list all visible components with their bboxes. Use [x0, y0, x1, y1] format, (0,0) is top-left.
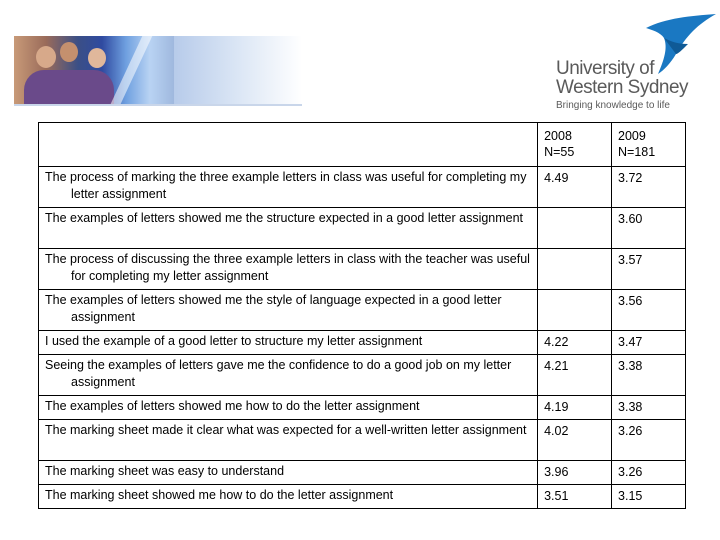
statement-cell — [39, 208, 538, 249]
value-2008-cell: 4.19 — [538, 396, 612, 420]
value-2009-cell: 3.57 — [612, 249, 686, 290]
banner-person — [88, 48, 106, 68]
logo-tagline: Bringing knowledge to life — [556, 100, 670, 111]
value-2008-cell — [538, 249, 612, 290]
header-divider — [14, 104, 302, 106]
logo-name-line2: Western Sydney — [556, 77, 689, 98]
statement-text: Seeing the examples of letters gave me the confidence to do a good job on my letter assignment — [45, 358, 512, 389]
statement-text: The examples of letters showed me how to do the letter assignment — [45, 399, 420, 413]
table-row — [39, 331, 686, 355]
statement-cell — [39, 167, 538, 208]
logo-name-line1: University of — [556, 58, 655, 79]
value-2008-cell: 3.51 — [538, 485, 612, 509]
value-2009-cell: 3.72 — [612, 167, 686, 208]
value-2009-cell: 3.15 — [612, 485, 686, 509]
value-2009-cell: 3.26 — [612, 420, 686, 461]
statement-text: The examples of letters showed me the structure expected in a good letter assignment — [45, 211, 524, 225]
header-2009-year: 2009 — [618, 129, 646, 143]
value-2009-cell: 3.38 — [612, 355, 686, 396]
statement-cell — [39, 485, 538, 509]
value-2008-cell: 4.22 — [538, 331, 612, 355]
value-2009-cell: 3.60 — [612, 208, 686, 249]
table-row — [39, 420, 686, 461]
statement-text: The process of marking the three example letters in class was useful for completing my letter assignment — [45, 170, 527, 201]
header-2008-year: 2008 — [544, 129, 572, 143]
value-2008-cell: 4.21 — [538, 355, 612, 396]
value-2009-cell: 3.26 — [612, 461, 686, 485]
value-2008-cell: 3.96 — [538, 461, 612, 485]
value-2009-cell: 3.47 — [612, 331, 686, 355]
statement-text: The examples of letters showed me the style of language expected in a good letter assignment — [45, 293, 502, 324]
statement-text: The marking sheet was easy to understand — [45, 464, 285, 478]
table-row — [39, 355, 686, 396]
statement-text: I used the example of a good letter to structure my letter assignment — [45, 334, 423, 348]
table-row — [39, 396, 686, 420]
table-row — [39, 290, 686, 331]
table-row — [39, 249, 686, 290]
value-2009-cell: 3.56 — [612, 290, 686, 331]
value-2008-cell — [538, 208, 612, 249]
statement-text: The marking sheet showed me how to do the letter assignment — [45, 488, 394, 502]
table-row — [39, 167, 686, 208]
survey-results-table — [38, 122, 686, 509]
header-2008-n: N=55 — [544, 145, 575, 159]
value-2008-cell: 4.49 — [538, 167, 612, 208]
university-logo — [556, 14, 720, 114]
statement-cell — [39, 396, 538, 420]
header-2009-n: N=181 — [618, 145, 656, 159]
value-2009-cell: 3.38 — [612, 396, 686, 420]
table-row — [39, 208, 686, 249]
header-2009-cell — [612, 123, 686, 167]
table-header-row — [39, 123, 686, 167]
value-2008-cell: 4.02 — [538, 420, 612, 461]
banner-light-streak — [110, 36, 153, 104]
header-banner-fade — [174, 36, 302, 104]
header-statement-cell — [39, 123, 538, 167]
statement-text: The process of discussing the three example letters in class with the teacher was useful for completing my letter assignment — [45, 252, 530, 283]
header-banner-photo — [14, 36, 174, 104]
header-2008-cell — [538, 123, 612, 167]
statement-text: The marking sheet made it clear what was expected for a well-written letter assignment — [45, 423, 527, 437]
banner-person — [60, 42, 78, 62]
table-row — [39, 485, 686, 509]
statement-cell — [39, 355, 538, 396]
statement-cell — [39, 331, 538, 355]
statement-cell — [39, 461, 538, 485]
statement-cell — [39, 249, 538, 290]
banner-person — [36, 46, 56, 68]
value-2008-cell — [538, 290, 612, 331]
statement-cell — [39, 290, 538, 331]
table-row — [39, 461, 686, 485]
statement-cell — [39, 420, 538, 461]
banner-figure — [24, 70, 114, 104]
